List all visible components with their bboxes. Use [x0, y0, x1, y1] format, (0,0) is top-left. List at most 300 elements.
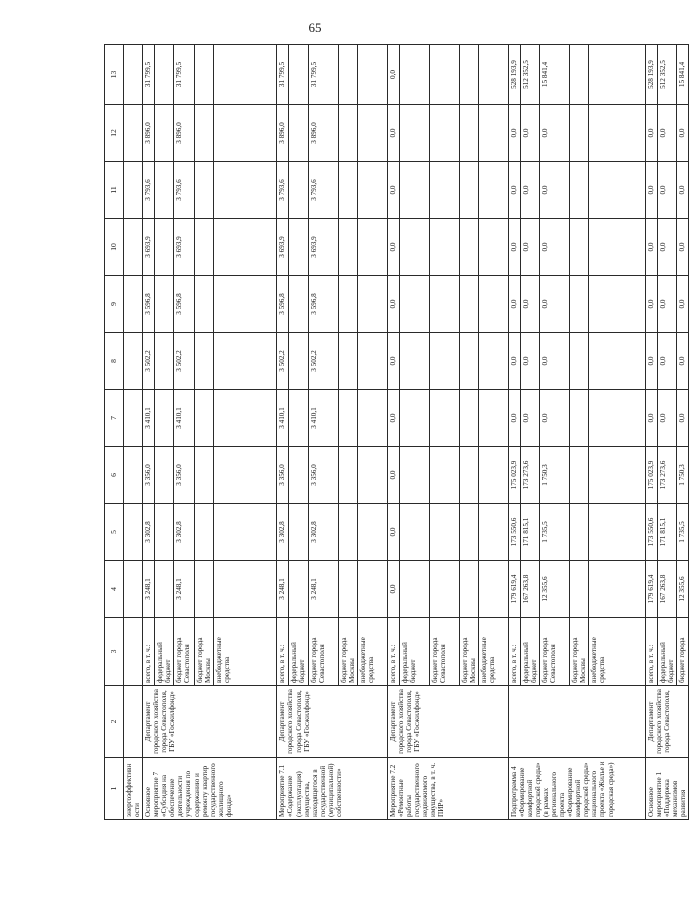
value-cell: 3 356,0	[277, 447, 289, 504]
value-cell	[459, 45, 478, 105]
value-cell	[155, 390, 174, 447]
value-cell: 3 410,1	[174, 390, 195, 447]
value-cell	[589, 162, 646, 219]
value-cell: 0,0	[520, 276, 539, 333]
value-cell: 0,0	[520, 162, 539, 219]
executor-cell	[508, 686, 645, 758]
measure-name-cell: Мероприятие 7.2 «Ремонтные работы государственного недвижимого имущества, в т. ч. ПИР»	[387, 758, 508, 820]
value-cell	[478, 561, 508, 618]
value-cell: 3 596,8	[277, 276, 289, 333]
value-cell: 3 302,8	[174, 504, 195, 561]
value-cell	[357, 333, 387, 390]
value-cell	[357, 219, 387, 276]
value-cell: 0,0	[658, 390, 677, 447]
value-cell: 0,0	[520, 333, 539, 390]
value-cell	[459, 447, 478, 504]
value-cell: 0,0	[387, 333, 399, 390]
value-cell	[569, 219, 588, 276]
funding-source-cell: бюджет города Севастополя	[429, 618, 459, 686]
value-cell	[589, 447, 646, 504]
value-cell: 0,0	[387, 390, 399, 447]
column-header: 13	[105, 45, 124, 105]
value-cell	[429, 447, 459, 504]
funding-source-cell: федеральный бюджет	[520, 618, 539, 686]
value-cell	[459, 162, 478, 219]
value-cell	[478, 105, 508, 162]
value-cell: 3 502,2	[308, 333, 338, 390]
value-cell	[338, 219, 357, 276]
measure-name-cell: Основное мероприятие 1 «Поддержка механизмов развития	[646, 758, 689, 820]
empty-cell	[124, 390, 143, 447]
empty-cell	[124, 618, 143, 686]
value-cell	[357, 390, 387, 447]
column-header: 5	[105, 504, 124, 561]
value-cell	[195, 447, 214, 504]
funding-source-cell: федеральный бюджет	[399, 618, 429, 686]
funding-source-cell: всего, в т. ч.:	[508, 618, 520, 686]
value-cell: 3 793,6	[143, 162, 155, 219]
value-cell: 0,0	[539, 105, 569, 162]
funding-source-cell: всего, в т. ч.:	[143, 618, 155, 686]
funding-source-cell: внебюджетные средства	[214, 618, 277, 686]
value-cell	[459, 504, 478, 561]
value-cell: 3 793,6	[308, 162, 338, 219]
empty-cell	[124, 504, 143, 561]
column-header: 1	[105, 758, 124, 820]
value-cell: 0,0	[677, 390, 689, 447]
value-cell	[289, 390, 308, 447]
value-cell	[399, 45, 429, 105]
value-cell	[589, 105, 646, 162]
value-cell	[357, 561, 387, 618]
value-cell: 3 693,9	[143, 219, 155, 276]
value-cell: 3 596,8	[143, 276, 155, 333]
table-row	[277, 45, 289, 820]
value-cell: 0,0	[387, 447, 399, 504]
value-cell	[459, 561, 478, 618]
table-row	[387, 45, 399, 820]
value-cell	[429, 276, 459, 333]
value-cell	[338, 333, 357, 390]
value-cell: 0,0	[677, 333, 689, 390]
value-cell: 173 273,6	[658, 447, 677, 504]
column-header: 12	[105, 105, 124, 162]
value-cell	[214, 276, 277, 333]
value-cell	[429, 390, 459, 447]
value-cell	[429, 45, 459, 105]
value-cell	[399, 390, 429, 447]
value-cell	[429, 219, 459, 276]
value-cell: 173 550,6	[646, 504, 658, 561]
empty-cell	[124, 561, 143, 618]
value-cell	[589, 219, 646, 276]
value-cell	[289, 447, 308, 504]
value-cell	[289, 276, 308, 333]
value-cell: 3 896,0	[143, 105, 155, 162]
value-cell: 0,0	[508, 219, 520, 276]
value-cell	[289, 504, 308, 561]
funding-source-cell: всего, в т. ч.:	[277, 618, 289, 686]
funding-source-cell: внебюджетные средства	[478, 618, 508, 686]
value-cell: 3 248,1	[174, 561, 195, 618]
value-cell: 173 273,6	[520, 447, 539, 504]
value-cell: 3 502,2	[174, 333, 195, 390]
value-cell: 3 248,1	[143, 561, 155, 618]
value-cell	[195, 219, 214, 276]
funding-source-cell: федеральный бюджет	[289, 618, 308, 686]
value-cell	[478, 447, 508, 504]
value-cell	[338, 105, 357, 162]
value-cell	[399, 561, 429, 618]
value-cell	[338, 504, 357, 561]
empty-cell	[124, 333, 143, 390]
value-cell: 0,0	[508, 276, 520, 333]
carry-over-cell: энергоэффективности	[124, 758, 143, 820]
value-cell: 3 596,8	[174, 276, 195, 333]
value-cell: 12 355,6	[677, 561, 689, 618]
value-cell: 3 410,1	[143, 390, 155, 447]
rotated-table-wrapper	[104, 45, 688, 820]
value-cell: 0,0	[508, 162, 520, 219]
funding-source-cell: федеральный бюджет	[658, 618, 677, 686]
funding-source-cell: бюджет города Севастополя	[308, 618, 338, 686]
value-cell	[429, 333, 459, 390]
value-cell	[155, 105, 174, 162]
value-cell: 0,0	[539, 276, 569, 333]
value-cell: 0,0	[646, 333, 658, 390]
value-cell: 0,0	[387, 105, 399, 162]
value-cell	[429, 105, 459, 162]
funding-source-cell: бюджет города Севастополя	[539, 618, 569, 686]
value-cell: 3 896,0	[174, 105, 195, 162]
value-cell	[338, 45, 357, 105]
value-cell: 3 896,0	[277, 105, 289, 162]
value-cell	[399, 219, 429, 276]
value-cell	[399, 105, 429, 162]
value-cell: 0,0	[646, 276, 658, 333]
value-cell	[459, 105, 478, 162]
value-cell: 0,0	[539, 390, 569, 447]
value-cell	[155, 333, 174, 390]
value-cell	[195, 105, 214, 162]
value-cell: 0,0	[508, 333, 520, 390]
value-cell	[155, 504, 174, 561]
value-cell	[569, 162, 588, 219]
value-cell	[399, 504, 429, 561]
value-cell: 31 799,5	[174, 45, 195, 105]
column-header: 9	[105, 276, 124, 333]
value-cell: 3 693,9	[308, 219, 338, 276]
value-cell	[569, 390, 588, 447]
value-cell: 173 550,6	[508, 504, 520, 561]
value-cell	[289, 219, 308, 276]
value-cell	[195, 390, 214, 447]
value-cell: 0,0	[646, 390, 658, 447]
value-cell: 0,0	[677, 276, 689, 333]
value-cell	[195, 561, 214, 618]
value-cell	[399, 276, 429, 333]
value-cell: 3 248,1	[308, 561, 338, 618]
value-cell: 0,0	[508, 105, 520, 162]
value-cell: 12 355,6	[539, 561, 569, 618]
value-cell	[429, 561, 459, 618]
executor-cell: Департамент городского хозяйства города Севастополя,	[646, 686, 689, 758]
value-cell	[589, 561, 646, 618]
value-cell: 512 352,5	[658, 45, 677, 105]
value-cell	[569, 447, 588, 504]
value-cell	[155, 162, 174, 219]
value-cell	[338, 447, 357, 504]
value-cell	[214, 504, 277, 561]
value-cell: 167 263,8	[658, 561, 677, 618]
value-cell: 175 023,9	[508, 447, 520, 504]
value-cell	[214, 390, 277, 447]
value-cell	[478, 219, 508, 276]
funding-source-cell: бюджет города Москвы	[459, 618, 478, 686]
value-cell	[289, 333, 308, 390]
measure-name-cell: Мероприятие 7.1 «Содержание (эксплуатация) имущества, находящегося в государственной (муниципальной) собственности»	[277, 758, 387, 820]
value-cell: 3 793,6	[174, 162, 195, 219]
value-cell: 31 799,5	[143, 45, 155, 105]
value-cell	[338, 276, 357, 333]
value-cell: 3 410,1	[277, 390, 289, 447]
value-cell: 175 023,9	[646, 447, 658, 504]
funding-source-cell: федеральный бюджет	[155, 618, 174, 686]
value-cell	[478, 333, 508, 390]
column-header: 8	[105, 333, 124, 390]
value-cell	[569, 45, 588, 105]
value-cell	[589, 504, 646, 561]
value-cell: 0,0	[646, 162, 658, 219]
value-cell: 1 735,5	[677, 504, 689, 561]
value-cell: 3 596,8	[308, 276, 338, 333]
funding-source-cell: внебюджетные средства	[589, 618, 646, 686]
carry-over-row	[124, 45, 143, 820]
empty-cell	[124, 276, 143, 333]
value-cell: 3 410,1	[308, 390, 338, 447]
empty-cell	[124, 162, 143, 219]
value-cell: 167 263,8	[520, 561, 539, 618]
column-header: 7	[105, 390, 124, 447]
value-cell	[478, 162, 508, 219]
value-cell: 3 302,8	[143, 504, 155, 561]
column-header: 2	[105, 686, 124, 758]
value-cell: 0,0	[387, 162, 399, 219]
executor-cell: Департамент городского хозяйства города Севастополя, ГБУ «Госжилфонд»	[277, 686, 387, 758]
value-cell	[589, 45, 646, 105]
value-cell: 528 193,9	[508, 45, 520, 105]
value-cell	[357, 162, 387, 219]
value-cell	[357, 105, 387, 162]
value-cell: 179 619,4	[646, 561, 658, 618]
value-cell: 15 841,4	[677, 45, 689, 105]
value-cell	[214, 45, 277, 105]
column-header: 4	[105, 561, 124, 618]
table-row	[508, 45, 520, 820]
column-header: 11	[105, 162, 124, 219]
column-number-row	[105, 45, 124, 820]
funding-source-cell: всего, в т. ч.:	[387, 618, 399, 686]
value-cell	[195, 276, 214, 333]
value-cell	[459, 333, 478, 390]
value-cell	[569, 276, 588, 333]
value-cell: 3 896,0	[308, 105, 338, 162]
funding-source-cell: бюджет города Москвы	[338, 618, 357, 686]
value-cell	[155, 447, 174, 504]
executor-cell: Департамент городского хозяйства города Севастополя, ГБУ «Госжилфонд»	[143, 686, 277, 758]
column-header: 6	[105, 447, 124, 504]
empty-cell	[124, 45, 143, 105]
value-cell	[338, 162, 357, 219]
value-cell	[155, 561, 174, 618]
value-cell	[195, 333, 214, 390]
value-cell: 3 302,8	[277, 504, 289, 561]
value-cell: 31 799,5	[308, 45, 338, 105]
value-cell: 171 815,1	[520, 504, 539, 561]
value-cell	[569, 333, 588, 390]
value-cell: 0,0	[520, 390, 539, 447]
value-cell: 0,0	[658, 219, 677, 276]
value-cell	[478, 504, 508, 561]
page-number: 65	[308, 20, 322, 35]
value-cell	[589, 333, 646, 390]
value-cell	[459, 219, 478, 276]
funding-source-cell: бюджет города Севастополя	[174, 618, 195, 686]
value-cell: 0,0	[520, 105, 539, 162]
value-cell	[214, 447, 277, 504]
value-cell	[399, 447, 429, 504]
value-cell	[195, 162, 214, 219]
value-cell: 0,0	[387, 219, 399, 276]
value-cell	[155, 219, 174, 276]
value-cell: 0,0	[508, 390, 520, 447]
value-cell: 0,0	[677, 105, 689, 162]
value-cell: 31 799,5	[277, 45, 289, 105]
value-cell: 15 841,4	[539, 45, 569, 105]
value-cell: 0,0	[387, 504, 399, 561]
value-cell	[357, 447, 387, 504]
value-cell	[195, 504, 214, 561]
value-cell	[289, 105, 308, 162]
value-cell: 0,0	[520, 219, 539, 276]
funding-source-cell: всего, в т. ч.:	[646, 618, 658, 686]
value-cell	[155, 45, 174, 105]
value-cell	[478, 390, 508, 447]
value-cell: 0,0	[387, 45, 399, 105]
column-header: 10	[105, 219, 124, 276]
value-cell: 0,0	[539, 219, 569, 276]
value-cell	[289, 45, 308, 105]
value-cell	[338, 390, 357, 447]
value-cell	[357, 504, 387, 561]
value-cell	[589, 390, 646, 447]
value-cell: 3 356,0	[143, 447, 155, 504]
table-row	[646, 45, 658, 820]
value-cell	[214, 561, 277, 618]
value-cell	[569, 561, 588, 618]
funding-source-cell: бюджет города Москвы	[569, 618, 588, 686]
empty-cell	[124, 105, 143, 162]
value-cell: 0,0	[658, 333, 677, 390]
funding-source-cell: бюджет города Москвы	[195, 618, 214, 686]
empty-cell	[124, 447, 143, 504]
value-cell	[399, 333, 429, 390]
value-cell	[214, 162, 277, 219]
value-cell	[459, 276, 478, 333]
value-cell: 3 693,9	[277, 219, 289, 276]
value-cell: 171 815,1	[658, 504, 677, 561]
value-cell	[429, 504, 459, 561]
value-cell: 3 693,9	[174, 219, 195, 276]
value-cell	[357, 276, 387, 333]
value-cell: 3 502,2	[143, 333, 155, 390]
value-cell: 1 750,3	[677, 447, 689, 504]
value-cell	[289, 561, 308, 618]
value-cell: 0,0	[677, 162, 689, 219]
value-cell: 1 735,5	[539, 504, 569, 561]
value-cell: 3 502,2	[277, 333, 289, 390]
value-cell: 0,0	[539, 162, 569, 219]
value-cell: 0,0	[539, 333, 569, 390]
measure-name-cell: Подпрограмма 4 «Формирование комфортной городской среды» (в рамках регионального проекта «Формирование комфортной городской среды» национального проекта «Жилье и городская среда»)	[508, 758, 645, 820]
budget-table	[104, 44, 689, 820]
value-cell	[569, 504, 588, 561]
value-cell	[569, 105, 588, 162]
value-cell	[214, 105, 277, 162]
value-cell	[338, 561, 357, 618]
funding-source-cell: бюджет города	[677, 618, 689, 686]
value-cell: 0,0	[658, 162, 677, 219]
value-cell: 3 248,1	[277, 561, 289, 618]
value-cell: 3 302,8	[308, 504, 338, 561]
value-cell: 0,0	[658, 105, 677, 162]
value-cell	[478, 276, 508, 333]
column-header: 3	[105, 618, 124, 686]
value-cell: 0,0	[677, 219, 689, 276]
value-cell: 0,0	[387, 276, 399, 333]
measure-name-cell: Основное мероприятие 7 «Субсидия на обеспечение деятельности учреждения по содержанию и ремонту квартир государственного жилищного фонда»	[143, 758, 277, 820]
value-cell: 3 793,6	[277, 162, 289, 219]
value-cell	[459, 390, 478, 447]
value-cell: 3 356,0	[308, 447, 338, 504]
value-cell: 512 352,5	[520, 45, 539, 105]
table-row	[143, 45, 155, 820]
value-cell	[399, 162, 429, 219]
value-cell	[214, 219, 277, 276]
value-cell	[478, 45, 508, 105]
value-cell: 0,0	[646, 105, 658, 162]
value-cell: 0,0	[658, 276, 677, 333]
table-body	[105, 45, 689, 820]
value-cell: 179 619,4	[508, 561, 520, 618]
value-cell	[589, 276, 646, 333]
empty-cell	[124, 686, 143, 758]
value-cell	[214, 333, 277, 390]
value-cell: 1 750,3	[539, 447, 569, 504]
value-cell	[289, 162, 308, 219]
empty-cell	[124, 219, 143, 276]
value-cell: 0,0	[646, 219, 658, 276]
value-cell	[195, 45, 214, 105]
funding-source-cell: внебюджетные средства	[357, 618, 387, 686]
value-cell	[429, 162, 459, 219]
value-cell: 3 356,0	[174, 447, 195, 504]
value-cell	[155, 276, 174, 333]
value-cell: 528 193,9	[646, 45, 658, 105]
value-cell	[357, 45, 387, 105]
executor-cell: Департамент городского хозяйства города Севастополя, ГБУ «Госжилфонд»	[387, 686, 508, 758]
value-cell: 0,0	[387, 561, 399, 618]
